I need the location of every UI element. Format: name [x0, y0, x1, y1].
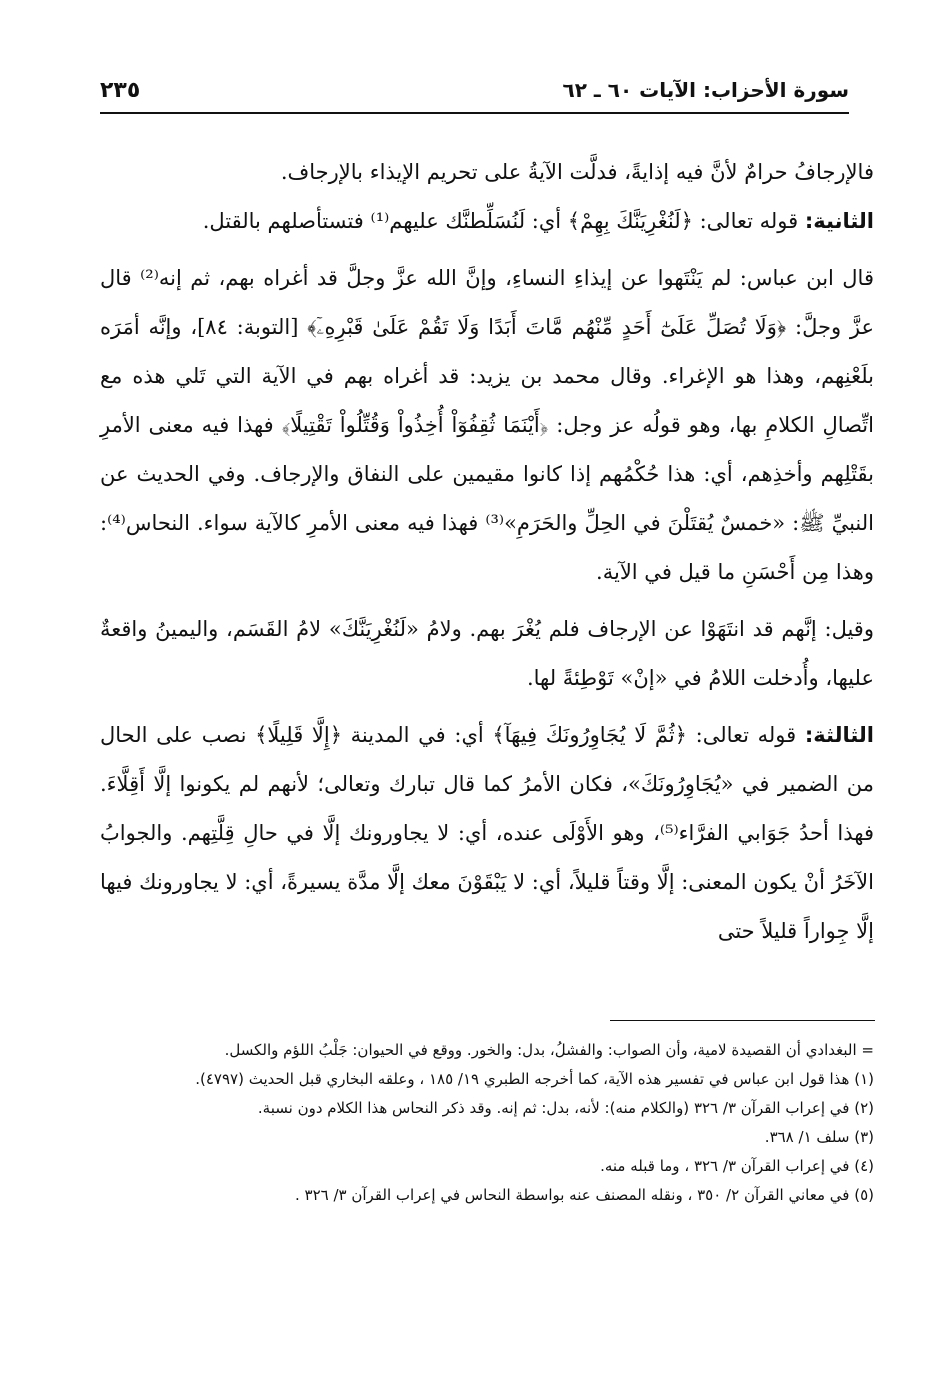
paragraph	[100, 197, 874, 246]
paragraph	[100, 711, 874, 956]
paragraph: وقيل: إنَّهم قد انتَهَوْا عن الإرجاف فلم يُغْرَ بهم. ولامُ «لَنُغْرِيَنَّكَ» لامُ القَسَم، واليمينُ واقعةٌ عليها، وأُدخلت اللامُ في «إنْ» تَوْطِئةً لها.	[100, 617, 874, 690]
paragraph-text: قوله تعالى: ﴿لَنُغْرِيَنَّكَ بِهِمْ﴾ أي: لَنُسَلِّطنَّك عليهم⁽¹⁾ فتستأصلهم بالقتل.	[202, 209, 799, 233]
section-heading-second: الثانية:	[804, 209, 874, 233]
footnote-3: (٣) سلف ١/ ٣٦٨.	[764, 1128, 874, 1146]
main-text	[100, 148, 874, 956]
footnote-2: (٢) في إعراب القرآن ٣/ ٣٢٦ (والكلام منه): لأنه، بدل: ثم إنه. وقد ذكر النحاس هذا الكلام دون نسبة.	[257, 1099, 874, 1117]
running-header	[100, 68, 849, 114]
paragraph: قال ابن عباس: لم يَنْتَهوا عن إيذاءِ النساءِ، وإنَّ الله عزَّ وجلَّ قد أغراه بهم، ثم إنه⁽²⁾ قال عزَّ وجلَّ: ﴿وَلَا تُصَلِّ عَلَىٰٓ أَحَدٍ مِّنْهُم مَّاتَ أَبَدًا وَلَا تَقُمْ عَلَىٰ قَبْرِهِۦٓ﴾ [التوبة: ٨٤]، وإنَّه أمَرَه بلَعْنِهم، وهذا هو الإغراء. وقال محمد بن يزيد: قد أغراه بهم في الآية التي تَلي هذه مع اتِّصالِ الكلامِ بها، وهو قولُه عز وجل: ﴿أَيْنَمَا ثُقِفُوٓاْ أُخِذُواْ وَقُتِّلُواْ تَقْتِيلًا﴾ فهذا فيه معنى الأمرِ بقَتْلِهم وأخذِهم، أي: هذا حُكْمُهم إذا كانوا مقيمين على النفاق والإرجاف. وفي الحديث عن النبيِّ ﷺ: «خمسٌ يُقتَلْنَ في الحِلِّ والحَرَمِ»⁽³⁾ فهذا فيه معنى الأمرِ كالآية سواء. النحاس⁽⁴⁾: وهذا مِن أَحْسَنِ ما قيل في الآية.	[100, 266, 874, 584]
footnote-1: (١) هذا قول ابن عباس في تفسير هذه الآية، كما أخرجه الطبري ١٩/ ١٨٥ ، وعلقه البخاري قبل الحديث (٤٧٩٧).	[195, 1070, 874, 1088]
footnotes	[100, 1036, 874, 1210]
footnote-continuation: = البغدادي أن القصيدة لامية، وأن الصواب: والفشلُ، بدل: والخور. ووقع في الحيوان: جَلْبُ اللؤم والكسل.	[224, 1041, 874, 1059]
surah-title: سورة الأحزاب: الآيات ٦٠ ـ ٦٢	[562, 78, 849, 102]
footnote-separator	[610, 1020, 875, 1021]
footnote-5: (٥) في معاني القرآن ٢/ ٣٥٠ ، ونقله المصنف عنه بواسطة النحاس في إعراب القرآن ٣/ ٣٢٦ .	[294, 1186, 874, 1204]
page-number: ٢٣٥	[100, 77, 141, 103]
section-heading-third: الثالثة:	[804, 723, 874, 747]
footnote-4: (٤) في إعراب القرآن ٣/ ٣٢٦ ، وما قبله منه.	[600, 1157, 874, 1175]
paragraph-text: قوله تعالى: ﴿ثُمَّ لَا يُجَاوِرُونَكَ فِيهَآ﴾ أي: في المدينة ﴿إِلَّا قَلِيلًا﴾ نصب على الحال من الضمير في «يُجَاوِرُونَكَ»، فكان الأمرُ كما قال تبارك وتعالى؛ لأنهم لم يكونوا إلَّا أَقِلَّاءَ. فهذا أحدُ جَوَابي الفرَّاء⁽⁵⁾، وهو الأَوْلَى عنده، أي: لا يجاورونك إلَّا في حالِ قِلَّتِهم. والجوابُ الآخَرُ أنْ يكون المعنى: إلَّا وقتاً قليلاً، أي: لا يَبْقَوْنَ معك إلَّا مدَّة يسيرةً، أي: لا يجاورونك فيها إلَّا جِواراً قليلاً حتى	[100, 723, 874, 943]
paragraph: فالإرجافُ حرامٌ لأنَّ فيه إذايةً، فدلَّت الآيةُ على تحريم الإيذاء بالإرجاف.	[280, 160, 874, 184]
